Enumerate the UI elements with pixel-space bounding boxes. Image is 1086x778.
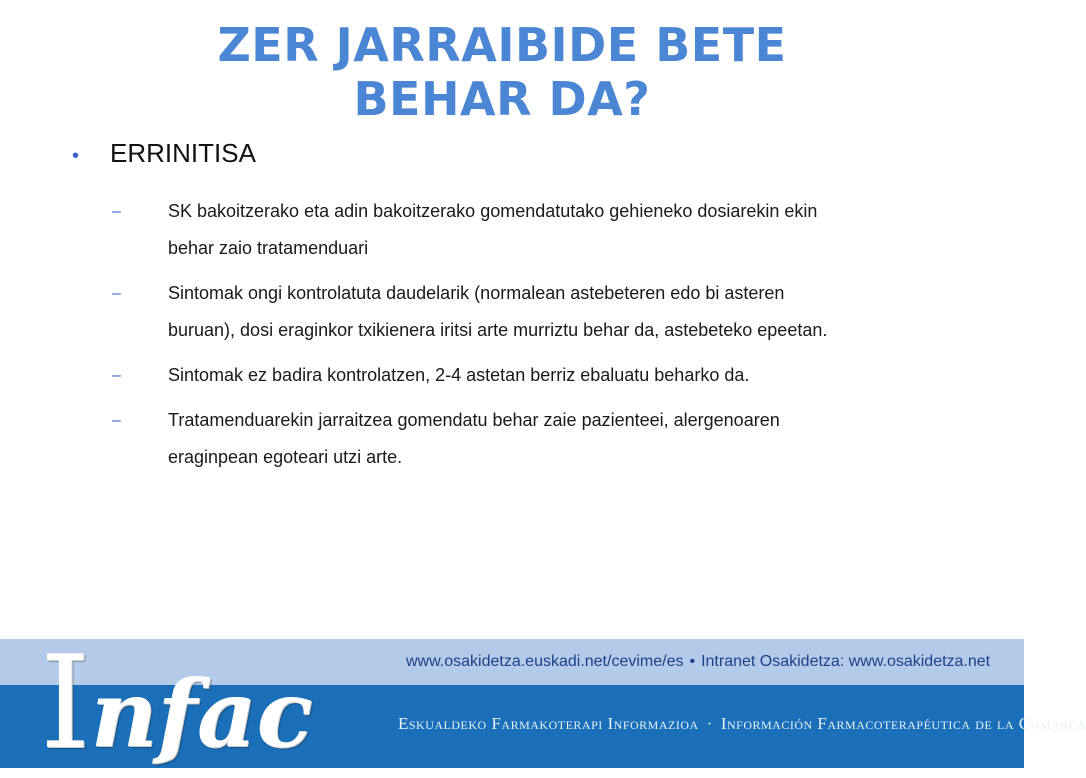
subtitle-separator: · xyxy=(706,714,713,733)
infac-logo xyxy=(40,629,313,778)
sub-item-line: Sintomak ez badira kontrolatzen, 2-4 astetan berriz ebaluatu beharko da. xyxy=(168,365,750,385)
sub-item xyxy=(112,275,902,349)
slide-title-line-2: BEHAR DA? xyxy=(353,72,651,126)
sub-item-line: behar zaio tratamenduari xyxy=(168,238,369,258)
sub-item-line: SK bakoitzerako eta adin bakoitzerako gomendatutako gehieneko dosiarekin ekin xyxy=(168,201,818,221)
logo-capital: I xyxy=(40,629,91,778)
subtitle-basque: Eskualdeko Farmakoterapi Informazioa xyxy=(398,714,699,733)
dash-marker: – xyxy=(112,412,121,429)
bullet-label: ERRINITISA xyxy=(110,138,256,168)
slide-title-line-1: ZER JARRAIBIDE BETE xyxy=(217,18,787,72)
sub-item-line: Sintomak ongi kontrolatuta daudelarik (normalean astebeteren edo bi asteren xyxy=(168,283,785,303)
footer-subtitle xyxy=(398,714,1086,734)
link-separator: • xyxy=(689,653,696,670)
sub-item-line: Tratamenduarekin jarraitzea gomendatu behar zaie pazienteei, alergenoaren xyxy=(168,410,780,430)
sub-item xyxy=(112,193,902,267)
dash-marker: – xyxy=(112,367,121,384)
intranet-link[interactable]: Intranet Osakidetza: www.osakidetza.net xyxy=(701,653,991,670)
slide-title xyxy=(0,18,1004,126)
dash-marker: – xyxy=(112,203,121,220)
logo-text: nfac xyxy=(90,660,313,768)
cevime-link[interactable]: www.osakidetza.euskadi.net/cevime/es xyxy=(406,653,684,670)
sub-item-line: buruan), dosi eraginkor txikienera iritsi arte murriztu behar da, astebeteko epeetan. xyxy=(168,320,828,340)
sub-item-line: eraginpean egoteari utzi arte. xyxy=(168,447,403,467)
sub-item xyxy=(112,402,902,476)
subtitle-spanish: Información Farmacoterapéutica de la Comarca xyxy=(720,714,1086,733)
dash-marker: – xyxy=(112,285,121,302)
bullet-item-errinitisa xyxy=(72,138,256,169)
bullet-marker: • xyxy=(72,145,80,167)
footer-links xyxy=(406,653,990,671)
sub-item xyxy=(112,357,902,394)
